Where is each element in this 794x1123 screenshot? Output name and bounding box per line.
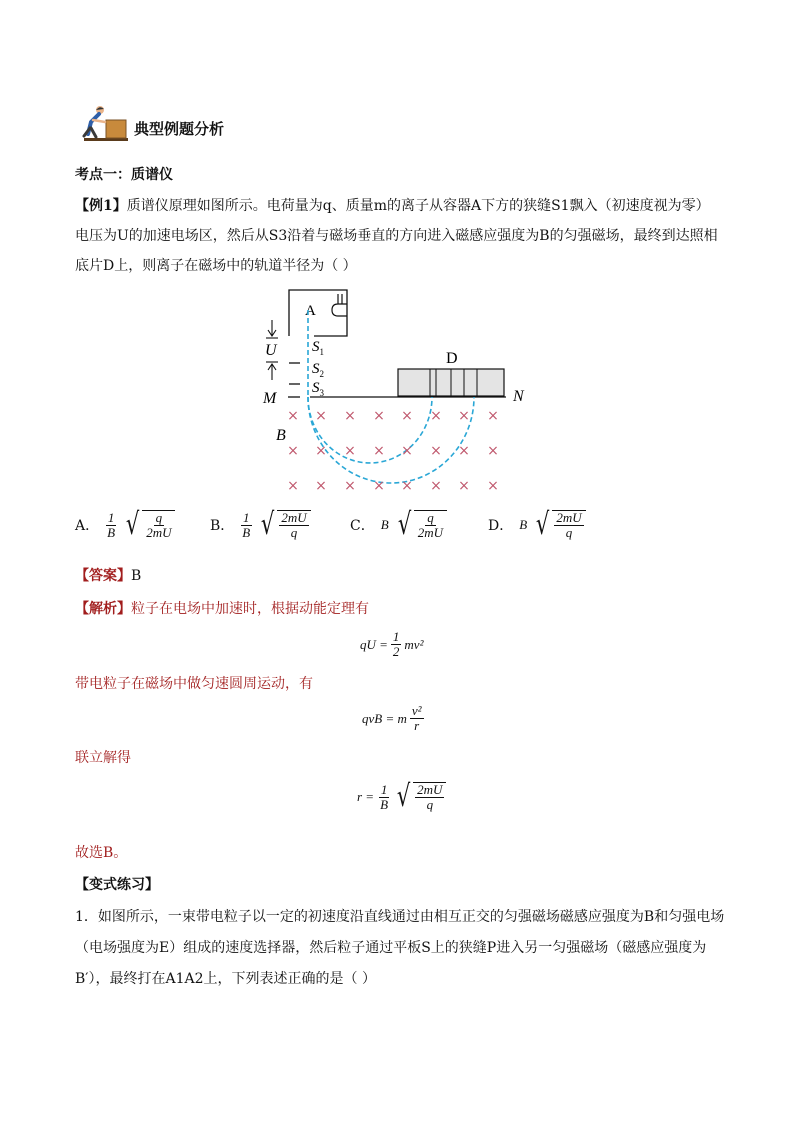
field-cross: ×: [344, 408, 356, 424]
label-n: N: [513, 388, 524, 405]
label-u: U: [265, 342, 277, 359]
label-b: B: [276, 427, 286, 444]
answer-line: [75, 566, 141, 586]
analysis-step-1: 【解析】粒子在电场中加速时，根据动能定理有: [75, 601, 369, 617]
practice-tag: 【变式练习】: [75, 877, 159, 893]
label-s1: $S_1$: [312, 339, 324, 357]
equation-radius: r = $\frac{1}{B}$ √ $\frac{2mU}{q}$: [357, 782, 446, 812]
section-title: 典型例题分析: [134, 120, 225, 138]
example-line-3: 底片D上，则离子在磁场中的轨道半径为（ ）: [75, 258, 357, 274]
field-cross: ×: [487, 443, 499, 459]
option-a[interactable]: A． $\frac{1}{B}$ √ $\frac{q}{2mU}$: [75, 510, 175, 540]
section-header: [78, 104, 258, 144]
field-cross: ×: [287, 478, 299, 494]
field-cross: ×: [401, 408, 413, 424]
practice-line-1: 1．如图所示，一束带电粒子以一定的初速度沿直线通过由相互正交的匀强磁场磁感应强度为B和匀强电场: [75, 909, 725, 925]
field-cross: ×: [287, 408, 299, 424]
field-cross: ×: [373, 408, 385, 424]
field-cross: ×: [458, 408, 470, 424]
label-m: M: [263, 390, 277, 407]
example-line-2: 电压为U的加速电场区，然后从S3沿着与磁场垂直的方向进入磁感应强度为B的匀强磁场，最终到达照相: [75, 228, 718, 244]
practice-line-2: （电场强度为E）组成的速度选择器，然后粒子通过平板S上的狭缝P进入另一匀强磁场（磁感应强度为: [75, 940, 707, 956]
answer-tag: 【答案】: [75, 568, 131, 584]
equation-circular-motion: qvB = m $\frac{\text{v²}}{r}$: [362, 703, 422, 733]
mass-spectrometer-diagram: [250, 288, 550, 508]
field-cross: ×: [458, 443, 470, 459]
label-s3: $S_3$: [312, 380, 324, 398]
field-cross: ×: [373, 478, 385, 494]
option-b[interactable]: B． $\frac{1}{B}$ √ $\frac{2mU}{q}$: [210, 510, 311, 540]
example-statement: [75, 196, 718, 276]
label-s2: $S_2$: [312, 361, 324, 379]
option-d[interactable]: D． B √ $\frac{2mU}{q}$: [488, 510, 586, 540]
field-cross: ×: [430, 408, 442, 424]
field-cross: ×: [344, 478, 356, 494]
label-d: D: [446, 350, 458, 367]
example-tag: 【例1】: [75, 198, 127, 214]
answer-value: B: [131, 568, 142, 584]
analysis-conclusion: 故选B。: [75, 845, 128, 861]
container-a-inlet: [332, 294, 347, 316]
field-cross: ×: [430, 478, 442, 494]
example-line-1: 质谱仪原理如图所示。电荷量为q、质量m的离子从容器A下方的狭缝S1飘入（初速度视为零）: [126, 198, 710, 214]
option-c[interactable]: C． B √ $\frac{q}{2mU}$: [350, 510, 447, 540]
practice-line-3: B′），最终打在A1A2上，下列表述正确的是（ ）: [75, 971, 376, 987]
field-cross: ×: [315, 443, 327, 459]
field-cross: ×: [401, 443, 413, 459]
field-cross: ×: [315, 408, 327, 424]
magnetic-field-crosses: [287, 408, 499, 494]
analysis-step-2: 带电粒子在磁场中做匀速圆周运动，有: [75, 676, 313, 692]
field-cross: ×: [287, 443, 299, 459]
label-a: A: [305, 303, 316, 319]
field-cross: ×: [487, 478, 499, 494]
analysis-tag: 【解析】: [75, 601, 131, 617]
field-cross: ×: [401, 478, 413, 494]
field-cross: ×: [373, 443, 385, 459]
field-cross: ×: [344, 443, 356, 459]
analysis-step-3: 联立解得: [75, 750, 131, 766]
equation-energy: qU = $\frac{1}{2}$ mv²: [360, 629, 424, 659]
field-cross: ×: [315, 478, 327, 494]
person-pushing-box-icon: [78, 104, 130, 144]
practice-question: [75, 907, 724, 989]
field-cross: ×: [458, 478, 470, 494]
field-cross: ×: [430, 443, 442, 459]
field-cross: ×: [487, 408, 499, 424]
ion-path-large-arc: [308, 397, 474, 483]
topic-heading: 考点一：质谱仪: [75, 167, 173, 183]
